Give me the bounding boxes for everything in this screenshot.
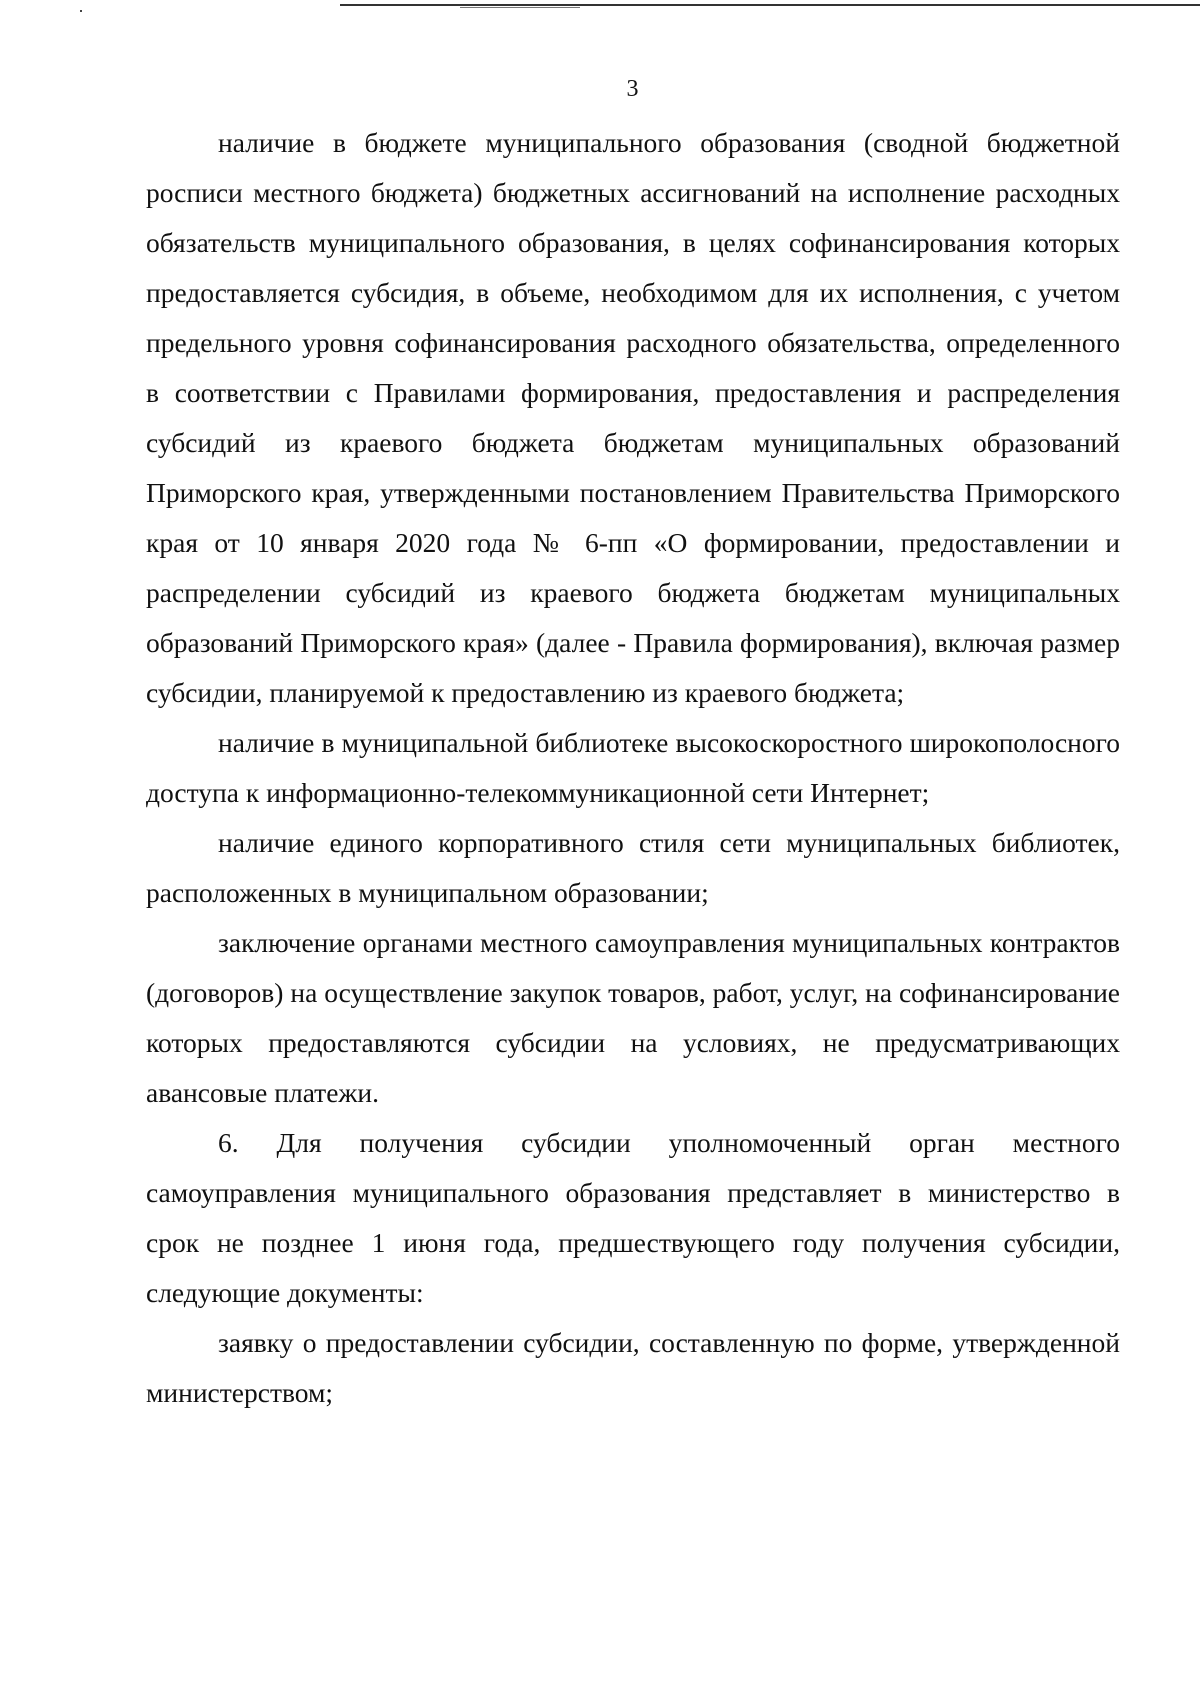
paragraph: 6. Для получения субсидии уполномоченный орган местного самоуправления муниципального образования представляет в министерство в срок не позднее 1 июня года, предшествующего году получения субсидии, следующие документы: [146,1127,1120,1308]
paragraph: наличие в муниципальной библиотеке высокоскоростного широкополосного доступа к информационно-телекоммуникационной сети Интернет; [146,727,1120,808]
scan-border-line [460,7,580,8]
paragraph: заключение органами местного самоуправления муниципальных контрактов (договоров) на осуществление закупок товаров, работ, услуг, на софинансирование которых предоставляются субсидии на условиях, не предусматривающих авансовые платежи. [146,927,1120,1108]
scan-border-line [340,4,1200,6]
paragraph: заявку о предоставлении субсидии, составленную по форме, утвержденной министерством; [146,1327,1120,1408]
document-body [146,118,1120,1418]
paragraph: наличие в бюджете муниципального образования (сводной бюджетной росписи местного бюджета) бюджетных ассигнований на исполнение расходных обязательств муниципального образования, в целях софинансирования которых предоставляется субсидия, в объеме, необходимом для их исполнения, с учетом предельного уровня софинансирования расходного обязательства, определенного в соответствии с Правилами формирования, предоставления и распределения субсидий из краевого бюджета бюджетам муниципальных образований Приморского края, утвержденными постановлением Правительства Приморского края от 10 января 2020 года № 6-пп «О формировании, предоставлении и распределении субсидий из краевого бюджета бюджетам муниципальных образований Приморского края» (далее - Правила формирования), включая размер субсидии, планируемой к предоставлению из краевого бюджета; [146,127,1120,708]
page-number: 3 [626,76,639,102]
scan-artifact [80,10,82,12]
paragraph: наличие единого корпоративного стиля сети муниципальных библиотек, расположенных в муниципальном образовании; [146,827,1120,908]
